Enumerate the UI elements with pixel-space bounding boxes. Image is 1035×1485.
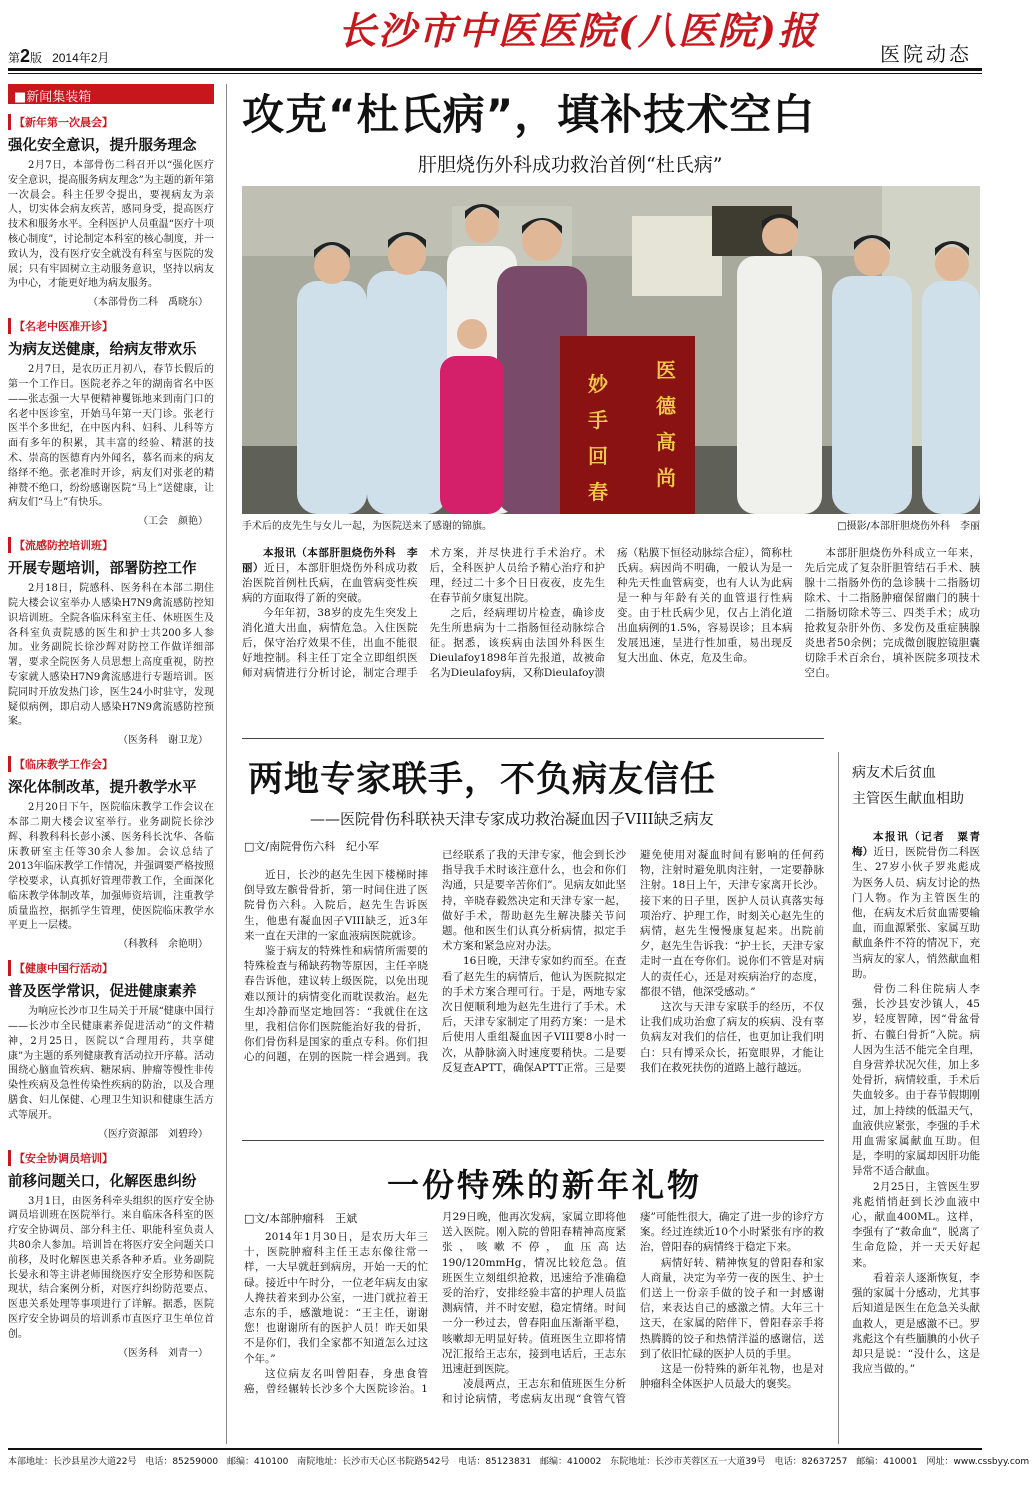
story2-subheadline: ——医院骨伤科联袂天津专家成功救治凝血因子VIII缺乏病友 bbox=[310, 810, 714, 828]
side-story-body bbox=[852, 830, 980, 1442]
brief-author: （医务科 谢卫龙） bbox=[118, 735, 208, 747]
story-paragraph: 鉴于病友的特殊性和病情所需要的特殊检查与稀缺药物等原因，主任辛晓春告诉他，建议转上级医院，以免出现难以预计的病情变化而耽误救治。赵先生却冷静而坚定地回答：“我就住在这里，我相信你们医院能治好我的骨折，你们骨伤科是国家的重点专科。你们担心的问题，在别的医院一样会遇到。我已经联系了我的天津专家，他会到长沙指导我手术时该注意什么，也会和你们沟通，只是要辛苦你们”。见病友如此坚持，辛晓春毅然决定和天津专家一起，做好手术，帮助赵先生解决膝关节问题。他和医生们认真分析病情，拟定手术方案和紧急应对办法。 bbox=[244, 849, 626, 1064]
masthead bbox=[0, 0, 990, 76]
brief-tag: 【新年第一次晨会】 bbox=[8, 114, 214, 130]
newspaper-logo: 长沙市中医医院(八医院)报 bbox=[338, 8, 818, 53]
story-text: 近日，本部肝胆烧伤外科成功救治医院首例杜氏病，在血管病变性疾病的方面取得了新的突破。 bbox=[242, 562, 418, 604]
brief-headline: 前移问题关口，化解医患纠纷 bbox=[8, 1173, 197, 1190]
brief-body: 3月1日，由医务科牵头组织的医疗安全协调员培训班在医院举行。来自临床各科室的医疗安全协调员、部分科主任、职能科室负责人共80余人参加。培训旨在将医疗安全问题关口前移，及时化解医患关系各种矛盾。业务副院长晏永和等主讲老师围绕医疗安全形势和医院现状，结合案例分析，对医疗纠纷防范要点、医患关系处理等事项进行了详解。据悉，医院医疗安全协调员的培训系市直医疗卫生单位首创。 bbox=[8, 1195, 214, 1340]
column-divider bbox=[838, 752, 839, 1444]
brief-item bbox=[8, 960, 214, 1139]
story-paragraph: 这位病友名叫曾阳春，身患食管癌，曾经辗转长沙多个大医院诊治。1月29日晚，他再次发病，家属立即将他送入医院。刚入院的曾阳春精神高度紧张，咳嗽不停，血压高达190/120mmHg，情况比较危急。值班医生立刻组织抢救，迅速给予准确稳妥的治疗，安排经验丰富的护理人员监测病情，并不时安慰，稳定情绪。时间一分一秒过去，曾春阳血压渐渐平稳，咳嗽却无明显好转。值班医生立即将情况汇报给王志东，接到电话后，王志东迅速赶到医院。 bbox=[244, 1211, 626, 1396]
section-name: 医院动态 bbox=[880, 42, 972, 66]
brief-headline: 开展专题培训，部署防控工作 bbox=[8, 561, 197, 578]
footer-addresses bbox=[8, 1452, 1030, 1472]
brief-headline: 强化安全意识，提升服务理念 bbox=[8, 138, 197, 154]
footer-item: 邮编：410001 bbox=[856, 1457, 918, 1467]
story3-headline: 一份特殊的新年礼物 bbox=[387, 1166, 703, 1204]
story-paragraph: 2014年1月30日，是农历大年三十，医院肿瘤科主任王志东像往常一样，一大早就赶到病房，开始一天的忙碌。接近中午时分，一位老年病友由家人搀扶着来到办公室，一进门就拉着王志东的手，感激地说：“王主任，谢谢您！也谢谢所有的医护人员！昨天如果不是你们，我们全家都不知道怎么过这个年。” bbox=[244, 1231, 428, 1365]
brief-tag: 【临床教学工作会】 bbox=[8, 756, 214, 772]
footer-item: 电话：82637257 bbox=[774, 1457, 848, 1467]
brief-tag: 【流感防控培训班】 bbox=[8, 537, 214, 553]
story-paragraph bbox=[242, 546, 418, 606]
issue-suffix: 版 bbox=[30, 51, 43, 65]
side-story-headline-1: 病友术后贫血 bbox=[852, 765, 936, 781]
brief-author: （医务科 刘青一） bbox=[118, 1347, 208, 1359]
brief-body: 2月7日，本部骨伤二科召开以“强化医疗安全意识，提高服务病友理念”为主题的新年第一次晨会。科主任罗令提出，要视病友为亲人，切实体会病友疾苦，感同身受，提高医疗技术和服务水平。全科医护人员重温“医疗十项核心制度”，讨论制定本科室的核心制度，并一致认为，没有医疗安全就没有科室与医院的发展；只有牢固树立主动服务意识，坚持以病友为中心，才能更好地为病友服务。 bbox=[8, 160, 214, 290]
brief-headline: 深化体制改革，提升教学水平 bbox=[8, 780, 197, 797]
issue-prefix: 第 bbox=[8, 51, 21, 65]
story-paragraph: 近日，长沙的赵先生因下楼梯时摔倒导致左髌骨骨折，第一时间住进了医院骨伤六科。入院后，赵先生告诉医生，他患有凝血因子VIII缺乏，近3年来一直在天津的一家血液病医院就诊。 bbox=[244, 869, 428, 942]
masthead-rule-thin bbox=[8, 73, 982, 74]
story-paragraph: 看着亲人逐渐恢复，李强的家属十分感动，尤其事后知道是医生在危急关头献血救人，更是感激不已。罗兆彪这个有些腼腆的小伙子却只是说：“没什么，这是我应当做的。” bbox=[852, 1271, 980, 1376]
story-paragraph: 之后，经病理切片检查，确诊皮先生所患病为十二指肠恒径动脉综合征。据悉，该疾病由法国外科医生Dieulafoy1898年首先报道，故被命名为Dieulafoy病，又称Dieulafoy溃疡（粘膜下恒径动脉综合症），简称杜氏病。病因尚不明确，一般认为是一种先天性血管病变，也有人认为此病是一种与年龄有关的血管退行性病变。由于杜氏病少见，仅占上消化道出血病例的1.5%，容易误诊；且本病发展迅速，呈进行性加重，易出现反复大出血、休克，危及生命。 bbox=[429, 547, 793, 679]
story-paragraph: 病情好转、精神恢复的曾阳春和家人商量，决定为辛劳一夜的医生、护士们送上一份亲手做的饺子和一封感谢信，来表达自己的感激之情。大年三十这天，在家属的陪伴下，曾阳春亲手将热腾腾的饺子和热情洋溢的感谢信，送到了依旧忙碌的医护人员的手里。 bbox=[640, 1256, 824, 1360]
brief-body: 2月20日下午，医院临床教学工作会议在本部二期大楼会议室举行。业务副院长徐沙辉、科教科科长彭小溪、医务科长沈华、各临床教研室主任等30余人参加。会议总结了2013年临床教学工作情况，并强调要严格按照学校要求，认真抓好管理带教工作，全面深化临床教学体制改革，加强师资培训，注重教学质量监控，据抓学生管理，使医院临床教学水平更上一层楼。 bbox=[8, 802, 214, 932]
footer-item: 南院地址：长沙市天心区书院路542号 bbox=[297, 1457, 450, 1467]
news-sidebar bbox=[8, 84, 214, 1444]
story-paragraph: 今年年初，38岁的皮先生突发上消化道大出血，病情危急。入住医院后，保守治疗效果不佳，出血不能很好地控制。科主任丁定全立即组织医师对病情进行分析讨论，制定合理手术方案，并尽快进行手术治疗。术后，全科医护人员给予精心治疗和护理，经过二十多个日日夜夜，皮先生在春节前夕康复出院。 bbox=[242, 547, 605, 679]
brief-tag: 【名老中医准开诊】 bbox=[8, 318, 214, 334]
sidebar-box-title: ■新闻集装箱 bbox=[8, 84, 214, 104]
story3-body bbox=[244, 1210, 824, 1448]
brief-item bbox=[8, 756, 214, 950]
brief-author: （科教科 余艳明） bbox=[118, 939, 208, 951]
photo-credit: □摄影/本部肝胆烧伤外科 李丽 bbox=[837, 521, 980, 532]
photo-caption bbox=[242, 517, 980, 532]
story-lead: 本报讯（本部肝胆烧伤外科 李丽） bbox=[242, 547, 418, 574]
issue-number: 2 bbox=[20, 46, 31, 66]
brief-tag: 【健康中国行活动】 bbox=[8, 960, 214, 976]
story-paragraph: 16日晚，天津专家如约而至。在查看了赵先生的病情后，他认为医院拟定的手术方案合理可行。于是，两地专家次日便顺利地为赵先生进行了手术。术后，天津专家制定了用药方案：一是术后使用人重组凝血因子VIII要8小时一次，从静脉滴入时速度要稍快。二是要反复查APTT，确保APTT正常。三是要避免使用对凝血时间有影响的任何药物，注射时避免肌肉注射，一定要静脉注射。18日上午，天津专家离开长沙。接下来的日子里，医护人员认真落实每项治疗、护理工作，时刻关心赵先生的病情，赵先生慢慢康复起来。出院前夕，赵先生告诉我：“护士长，天津专家走时一直在夸你们。说你们不管是对病人的责任心，还是对疾病治疗的态度，都很不错，他深受感动。” bbox=[442, 849, 824, 1074]
photo-illustration bbox=[242, 186, 980, 514]
brief-author: （医疗资源部 刘碧玲） bbox=[98, 1128, 208, 1140]
brief-body: 2月7日，是农历正月初八，春节长假后的第一个工作日。医院老养之年的湖南省名中医——张志强一大早便精神矍铄地来到南门口的名老中医诊室，开始马年第一天门诊。张老行医半个多世纪，在中医内科、妇科、儿科等方面有多年的积累，其丰富的经验、精湛的技术、崇高的医德育内外闻名，慕名而来的病友络绎不绝。张老准时开诊，病友们对张老的精神赞不绝口，纷纷感谢医院“马上”送健康，让病友们“马上”有快乐。 bbox=[8, 364, 214, 509]
banner-text-right: 医德高尚 bbox=[656, 358, 676, 490]
footer-item: 电话：85123831 bbox=[458, 1457, 532, 1467]
banner-text-left: 妙手回春 bbox=[588, 372, 608, 504]
story-paragraph: 本部肝胆烧伤外科成立一年来，先后完成了复杂肝胆管结石手术、胰腺十二指肠外伤的急诊胰十二指肠切除术、十二指肠肿瘤保留幽门的胰十二指肠切除术等三、四类手术；成功抢救复杂肝外伤、多发伤及重症胰腺炎患者50余例；完成微创腹腔镜胆囊切除手术百余台，填补医院多项技术空白。 bbox=[804, 547, 980, 679]
section-divider bbox=[242, 738, 824, 739]
footer-item: 本部地址：长沙县星沙大道22号 bbox=[8, 1457, 137, 1467]
footer-rule bbox=[8, 1448, 982, 1450]
masthead-rule bbox=[8, 68, 982, 71]
lead-photo bbox=[242, 186, 980, 514]
brief-author: （本部骨伤二科 禹晓东） bbox=[88, 297, 208, 309]
column-divider bbox=[226, 84, 227, 1444]
brief-item bbox=[8, 114, 214, 308]
story-paragraph: 这是一份特殊的新年礼物，也是对肿瘤科全体医护人员最大的褒奖。 bbox=[640, 1363, 824, 1391]
footer-item: 邮编：410100 bbox=[227, 1457, 289, 1467]
lead-story-body bbox=[242, 546, 980, 726]
brief-headline: 普及医学常识，促进健康素养 bbox=[8, 984, 197, 1001]
story-paragraph: 2月25日，主管医生罗兆彪悄悄赶到长沙血液中心，献血400ML。这样，李强有了“救命血”，脱离了生命危险，并一天天好起来。 bbox=[852, 1180, 980, 1269]
story2-body bbox=[244, 848, 824, 1138]
brief-body: 2月18日，院感科、医务科在本部二期住院大楼会议室举办人感染H7N9禽流感防控知识培训班。全院各临床科室主任、休班医生及各科室负责院感的医生和护士共200多人参加。业务副院长徐沙辉对防控工作做详细部署，要求全院医务人员思想上高度重视，防控专家就人感染H7N9禽流感进行专题培训。医院同时开放发热门诊，医生24小时驻守，发现疑似病例，即启动人感染H7N9禽流感防控预案。 bbox=[8, 583, 214, 728]
story-paragraph: 凌晨两点，王志东和值班医生分析和讨论病情，考虑病友出现“食管气管瘘”可能性很大，确定了进一步的诊疗方案。经过连续近10个小时紧张有序的救治，曾阳春的病情终于稳定下来。 bbox=[442, 1211, 824, 1406]
footer-item: 邮编：410002 bbox=[540, 1457, 602, 1467]
side-story-headline-2: 主管医生献血相助 bbox=[852, 791, 964, 807]
story-paragraph: 这次与天津专家联手的经历，不仅让我们成功治愈了病友的疾病、没有辜负病友对我们的信任，也更加让我们明白：只有博采众长，拓宽眼界，才能让我们在救死扶伤的道路上越行越远。 bbox=[640, 1001, 824, 1074]
lead-headline: 攻克“杜氏病”，填补技术空白 bbox=[242, 90, 816, 139]
footer-link[interactable]: 网址：www.cssbyy.com bbox=[926, 1457, 1030, 1467]
story-text: 近日，医院骨伤二科医生、27岁小伙子罗兆彪成为医务人员、病友讨论的热门人物。作为主管医生的他，在病友术后贫血需要输血，而血源紧张、家属互助献血条件不符的情况下，充当病友的家人，悄然献血相助。 bbox=[852, 846, 981, 980]
brief-author: （工会 颜艳） bbox=[138, 516, 208, 528]
issue-info bbox=[8, 46, 109, 67]
caption-text: 手术后的皮先生与女儿一起，为医院送来了感谢的锦旗。 bbox=[242, 521, 492, 532]
byline-spacer bbox=[244, 1210, 428, 1230]
issue-date: 2014年2月 bbox=[52, 51, 110, 65]
story-lead: 本报讯（记者 粟青梅） bbox=[852, 831, 980, 859]
footer-item: 东院地址：长沙市芙蓉区五一大道39号 bbox=[610, 1457, 766, 1467]
lead-subheadline: 肝胆烧伤外科成功救治首例“杜氏病” bbox=[418, 154, 723, 176]
story2-byline: □文/南院骨伤六科 纪小军 bbox=[244, 840, 380, 853]
brief-item bbox=[8, 318, 214, 527]
story-paragraph bbox=[852, 830, 980, 982]
section-divider bbox=[242, 1140, 824, 1141]
brief-body: 为响应长沙市卫生局关于开展“健康中国行——长沙市全民健康素养促进活动”的文件精神，2月25日，医院以“合理用药，共享健康”为主题的系列健康教育活动拉开序幕。活动围绕心脑血管疾病、糖尿病、肿瘤等慢性非传染性疾病及急性传染性疾病的防治，以及合理膳食、妇儿保健、心理卫生知识和健康生活方式等展开。 bbox=[8, 1006, 214, 1121]
footer-item: 电话：85259000 bbox=[145, 1457, 219, 1467]
byline-spacer bbox=[244, 848, 428, 868]
brief-item bbox=[8, 537, 214, 746]
brief-headline: 为病友送健康，给病友带欢乐 bbox=[8, 342, 197, 359]
story2-headline: 两地专家联手，不负病友信任 bbox=[248, 760, 717, 800]
brief-tag: 【安全协调员培训】 bbox=[8, 1150, 214, 1166]
story3-byline: □文/本部肿瘤科 王斌 bbox=[244, 1212, 358, 1225]
story-paragraph: 骨伤二科住院病人李强，长沙县安沙镇人，45岁，轻度智障，因“骨盆骨折、右髋臼骨折”入院。病人因为生活不能完全自理，自身营养状况欠佳，加上多处骨折，病情较重，手术后失血较多。由于春节假期刚过，加上持续的低温天气，血液供应紧张，李强的手术用血需家属献血互助。但是，李明的家属却因肝功能异常不适合献血。 bbox=[852, 983, 980, 1178]
